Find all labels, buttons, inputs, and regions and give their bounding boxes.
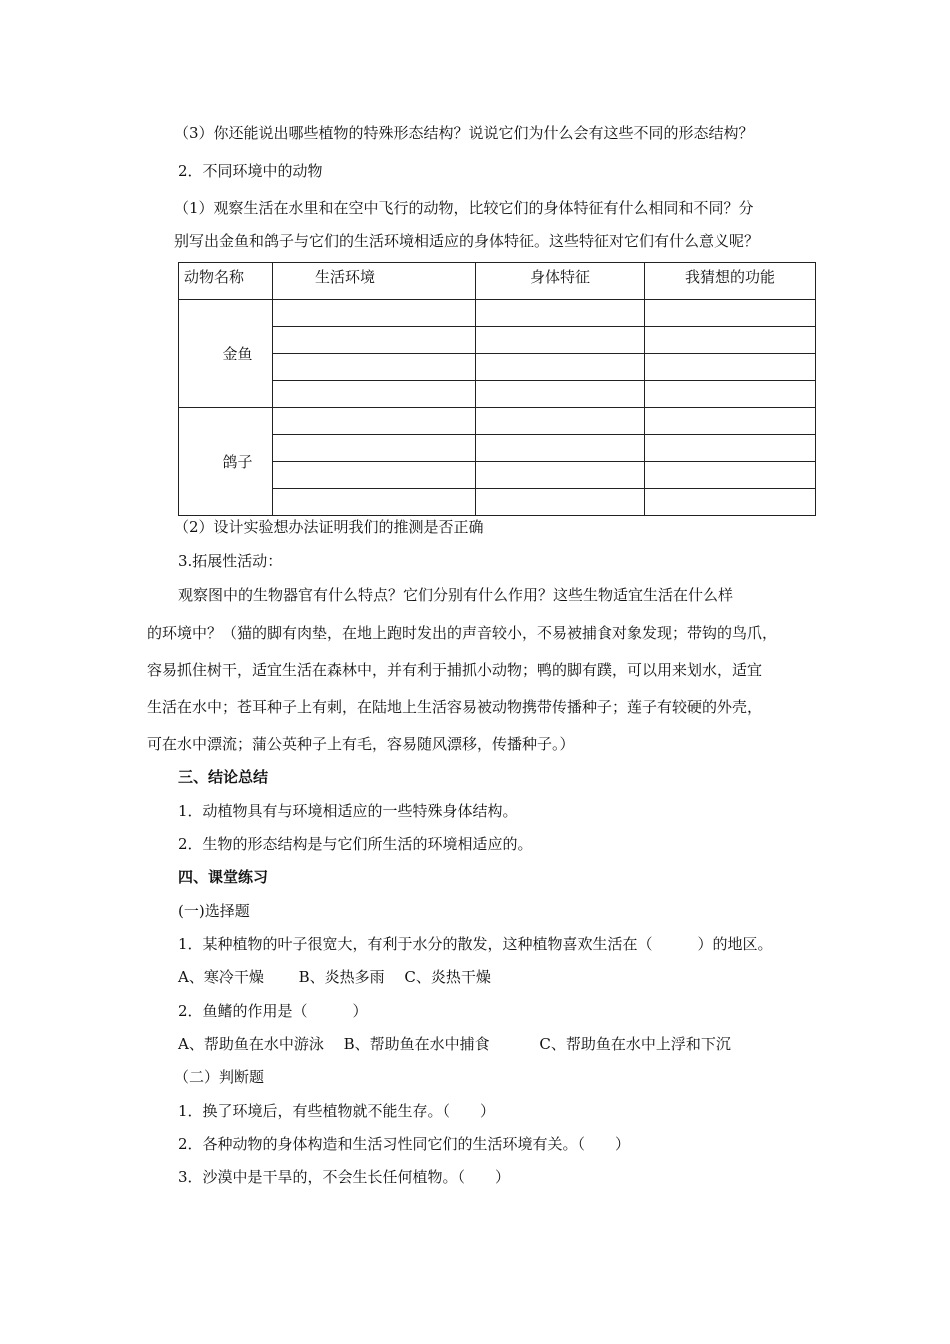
conclusion-1: 1．动植物具有与环境相适应的一些特殊身体结构。 <box>178 802 518 820</box>
table-cell[interactable] <box>476 327 645 354</box>
table-header <box>179 263 273 300</box>
table-cell[interactable] <box>645 381 816 408</box>
extension-line-2: 的环境中？（猫的脚有肉垫，在地上跑时发出的声音较小，不易被捕食对象发现；带钩的鸟爪， <box>147 624 778 642</box>
animal-goldfish: 金鱼 <box>222 345 253 363</box>
true-false-title: （二）判断题 <box>174 1068 265 1086</box>
mc-question-2-options: A、帮助鱼在水中游泳 B、帮助鱼在水中捕食 C、帮助鱼在水中上浮和下沉 <box>178 1035 731 1053</box>
conclusion-2: 2．生物的形态结构是与它们所生活的环境相适应的。 <box>178 835 533 853</box>
mc-question-1-options: A、寒冷干燥 B、炎热多雨 C、炎热干燥 <box>178 968 491 986</box>
table-cell[interactable] <box>645 354 816 381</box>
table-cell[interactable] <box>273 300 476 327</box>
section-3-title: 3.拓展性活动： <box>178 552 283 570</box>
table-cell[interactable] <box>273 435 476 462</box>
table-cell[interactable] <box>645 489 816 516</box>
table-header <box>645 263 816 300</box>
tf-question-1: 1．换了环境后，有些植物就不能生存。（ ） <box>178 1102 496 1120</box>
table-cell[interactable] <box>645 300 816 327</box>
table-cell[interactable] <box>273 408 476 435</box>
table-header <box>273 263 476 300</box>
animal-cell-goldfish <box>179 300 273 408</box>
table-cell[interactable] <box>273 489 476 516</box>
header-features: 身体特征 <box>529 268 590 286</box>
animal-pigeon: 鸽子 <box>222 453 253 471</box>
multiple-choice-title: (一)选择题 <box>178 902 250 920</box>
table-cell[interactable] <box>476 300 645 327</box>
table-header <box>476 263 645 300</box>
paragraph-2: （2）设计实验想办法证明我们的推测是否正确 <box>174 518 484 536</box>
section-2-title: 2．不同环境中的动物 <box>178 162 323 180</box>
table-cell[interactable] <box>645 435 816 462</box>
extension-line-1: 观察图中的生物器官有什么特点？它们分别有什么作用？这些生物适宜生活在什么样 <box>178 586 734 604</box>
mc-question-1: 1．某种植物的叶子很宽大，有利于水分的散发，这种植物喜欢生活在（ ）的地区。 <box>178 935 773 953</box>
mc-question-2: 2．鱼鳍的作用是（ ） <box>178 1002 368 1020</box>
extension-line-4: 生活在水中；苍耳种子上有刺，在陆地上生活容易被动物携带传播种子；莲子有较硬的外壳， <box>147 698 763 716</box>
table-cell[interactable] <box>476 381 645 408</box>
heading-exercises: 四、课堂练习 <box>178 868 269 886</box>
table-cell[interactable] <box>273 354 476 381</box>
table-cell[interactable] <box>645 327 816 354</box>
paragraph-1a: （1）观察生活在水里和在空中飞行的动物，比较它们的身体特征有什么相同和不同？分 <box>174 199 754 217</box>
table-cell[interactable] <box>273 462 476 489</box>
tf-question-3: 3．沙漠中是干旱的，不会生长任何植物。（ ） <box>178 1168 511 1186</box>
header-function: 我猜想的功能 <box>684 268 775 286</box>
table-cell[interactable] <box>645 462 816 489</box>
paragraph-1b: 别写出金鱼和鸽子与它们的生活环境相适应的身体特征。这些特征对它们有什么意义呢？ <box>174 232 760 250</box>
animal-table <box>178 262 816 516</box>
question-3: （3）你还能说出哪些植物的特殊形态结构？说说它们为什么会有这些不同的形态结构？ <box>174 124 754 142</box>
extension-line-3: 容易抓住树干，适宜生活在森林中，并有利于捕抓小动物；鸭的脚有蹼，可以用来划水，适宜 <box>147 661 763 679</box>
table-cell[interactable] <box>273 381 476 408</box>
extension-line-5: 可在水中漂流；蒲公英种子上有毛，容易随风漂移，传播种子。） <box>147 735 575 753</box>
table-cell[interactable] <box>645 408 816 435</box>
heading-conclusion: 三、结论总结 <box>178 768 269 786</box>
header-animal-name: 动物名称 <box>184 268 245 286</box>
animal-cell-pigeon <box>179 408 273 516</box>
table-cell[interactable] <box>273 327 476 354</box>
table-cell[interactable] <box>476 435 645 462</box>
table-cell[interactable] <box>476 408 645 435</box>
header-environment: 生活环境 <box>315 268 376 286</box>
tf-question-2: 2．各种动物的身体构造和生活习性同它们的生活环境有关。（ ） <box>178 1135 631 1153</box>
table-cell[interactable] <box>476 462 645 489</box>
table-cell[interactable] <box>476 354 645 381</box>
table-cell[interactable] <box>476 489 645 516</box>
